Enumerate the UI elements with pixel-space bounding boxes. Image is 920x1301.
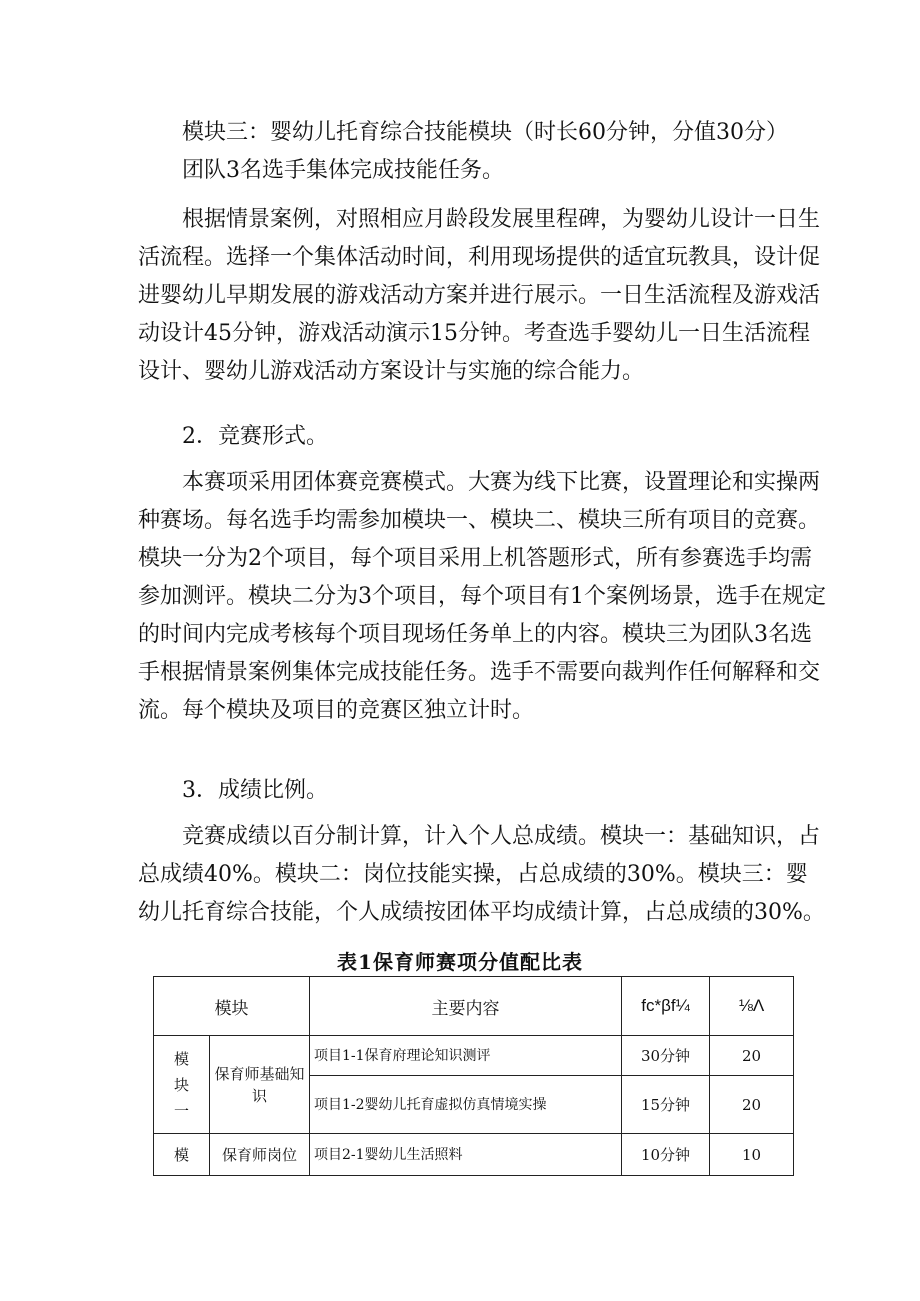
header-time: fc*βf¼ <box>622 977 710 1036</box>
module-2-name: 保育师岗位 <box>210 1134 310 1176</box>
table-header-row <box>154 977 794 1036</box>
header-main-content: 主要内容 <box>310 977 622 1036</box>
section-2-heading: 2．竞赛形式。 <box>182 424 328 449</box>
score-ratio-paragraph: 竞赛成绩以百分制计算，计入个人总成绩。模块一：基础知识，占总成绩40%。模块二：岗位技能实操，占总成绩的30%。模块三：婴幼儿托育综合技能，个人成绩按团体平均成绩计算，占总成绩的30%。 <box>138 824 825 925</box>
table-caption: 表1保育师赛项分值配比表 <box>337 950 583 974</box>
item-cell: 项目1-2婴幼儿托育虚拟仿真情境实操 <box>310 1076 622 1134</box>
competition-format-paragraph: 本赛项采用团体赛竞赛模式。大赛为线下比赛，设置理论和实操两种赛场。每名选手均需参加模块一、模块二、模块三所有项目的竞赛。模块一分为2个项目，每个项目采用上机答题形式，所有参赛选手均需参加测评。模块二分为3个项目，每个项目有1个案例场景，选手在规定的时间内完成考核每个项目现场任务单上的内容。模块三为团队3名选手根据情景案例集体完成技能任务。选手不需要向裁判作任何解释和交流。每个模块及项目的竞赛区独立计时。 <box>138 470 826 723</box>
item-cell: 项目2-1婴幼儿生活照料 <box>310 1134 622 1176</box>
module-1-name: 保育师基础知识 <box>210 1036 310 1134</box>
time-cell: 30分钟 <box>622 1036 710 1076</box>
score-cell: 10 <box>710 1134 794 1176</box>
module3-team-note: 团队3名选手集体完成技能任务。 <box>182 158 504 183</box>
module3-heading: 模块三：婴幼儿托育综合技能模块（时长60分钟，分值30分） <box>182 120 788 145</box>
module-2-cell: 模 <box>154 1134 210 1176</box>
score-cell: 20 <box>710 1036 794 1076</box>
module3-description: 根据情景案例，对照相应月龄段发展里程碑，为婴幼儿设计一日生活流程。选择一个集体活动时间，利用现场提供的适宜玩教具，设计促进婴幼儿早期发展的游戏活动方案并进行展示。一日生活流程及游戏活动设计45分钟，游戏活动演示15分钟。考查选手婴幼儿一日生活流程设计、婴幼儿游戏活动方案设计与实施的综合能力。 <box>138 207 821 384</box>
item-cell: 项目1-1保育府理论知识测评 <box>310 1036 622 1076</box>
header-module: 模块 <box>154 977 310 1036</box>
table-row <box>154 1036 794 1076</box>
section-3-heading: 3．成绩比例。 <box>182 778 328 803</box>
time-cell: 15分钟 <box>622 1076 710 1134</box>
time-cell: 10分钟 <box>622 1134 710 1176</box>
table-row <box>154 1134 794 1176</box>
score-cell: 20 <box>710 1076 794 1134</box>
module-1-cell: 模块一 <box>154 1036 210 1134</box>
header-score: ⅛Λ <box>710 977 794 1036</box>
score-ratio-table <box>153 976 794 1176</box>
